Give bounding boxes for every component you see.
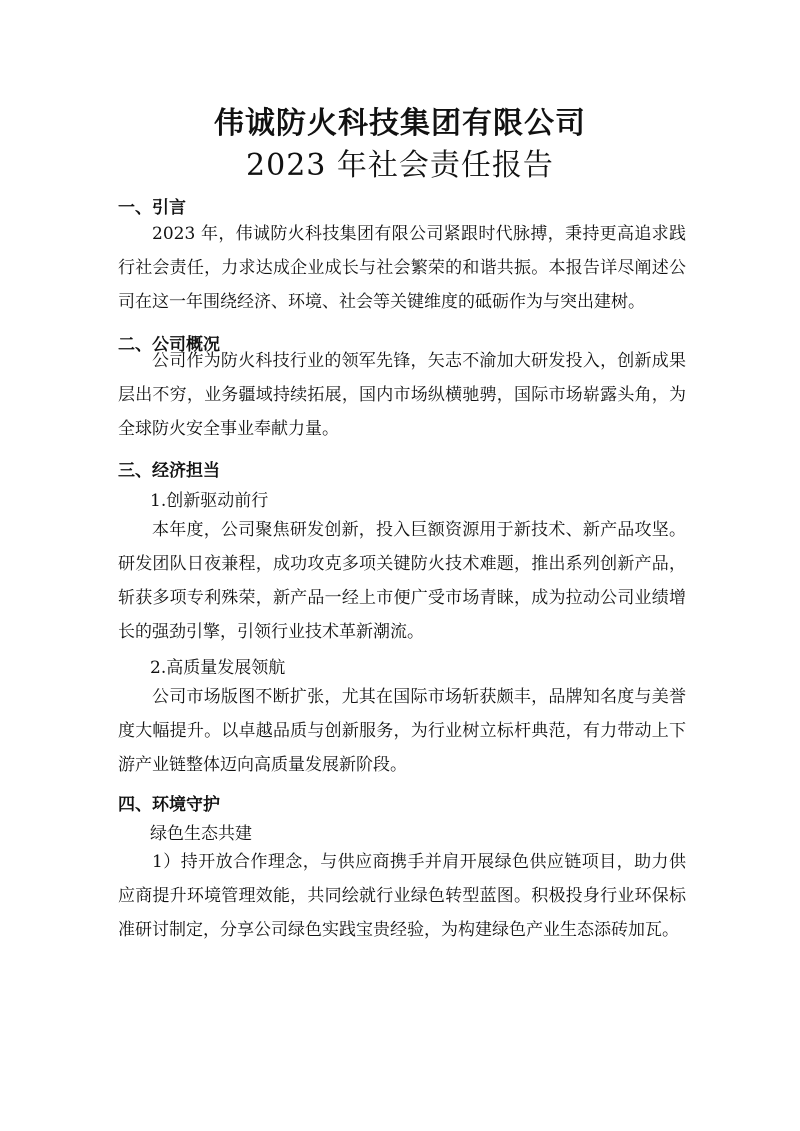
section-heading-environment: 四、环境守护 [118, 795, 220, 815]
section-heading-economy: 三、经济担当 [118, 461, 220, 481]
report-year-title: 2023 年社会责任报告 [246, 148, 554, 183]
subsection-paragraph-green: 1）持开放合作理念，与供应商携手并肩开展绿色供应链项目，助力供应商提升环境管理效能，共同绘就行业绿色转型蓝图。积极投身行业环保标准研讨制定，分享公司绿色实践宝贵经验，为构建绿色产业生态添砖加瓦。 [118, 852, 686, 940]
section-paragraph-overview: 公司作为防火科技行业的领军先锋，矢志不渝加大研发投入，创新成果层出不穷，业务疆域持续拓展，国内市场纵横驰骋，国际市场崭露头角，为全球防火安全事业奉献力量。 [118, 351, 686, 439]
subsection-title-quality: 2.高质量发展领航 [150, 658, 286, 678]
subsection-title-innovation: 1.创新驱动前行 [150, 491, 269, 511]
report-company-title: 伟诚防火科技集团有限公司 [214, 106, 586, 141]
section-heading-intro: 一、引言 [118, 198, 186, 218]
section-heading-overview: 二、公司概况 [118, 335, 220, 355]
section-paragraph-intro: 2023 年，伟诚防火科技集团有限公司紧跟时代脉搏，秉持更高追求践行社会责任，力求达成企业成长与社会繁荣的和谐共振。本报告详尽阐述公司在这一年围绕经济、环境、社会等关键维度的砥砺作为与突出建树。 [118, 224, 686, 312]
subsection-title-green: 绿色生态共建 [150, 824, 252, 844]
subsection-paragraph-quality: 公司市场版图不断扩张，尤其在国际市场斩获颇丰，品牌知名度与美誉度大幅提升。以卓越品质与创新服务，为行业树立标杆典范，有力带动上下游产业链整体迈向高质量发展新阶段。 [118, 687, 686, 775]
subsection-paragraph-innovation: 本年度，公司聚焦研发创新，投入巨额资源用于新技术、新产品攻坚。研发团队日夜兼程，成功攻克多项关键防火技术难题，推出系列创新产品，斩获多项专利殊荣，新产品一经上市便广受市场青睐，成为拉动公司业绩增长的强劲引擎，引领行业技术革新潮流。 [118, 520, 686, 642]
